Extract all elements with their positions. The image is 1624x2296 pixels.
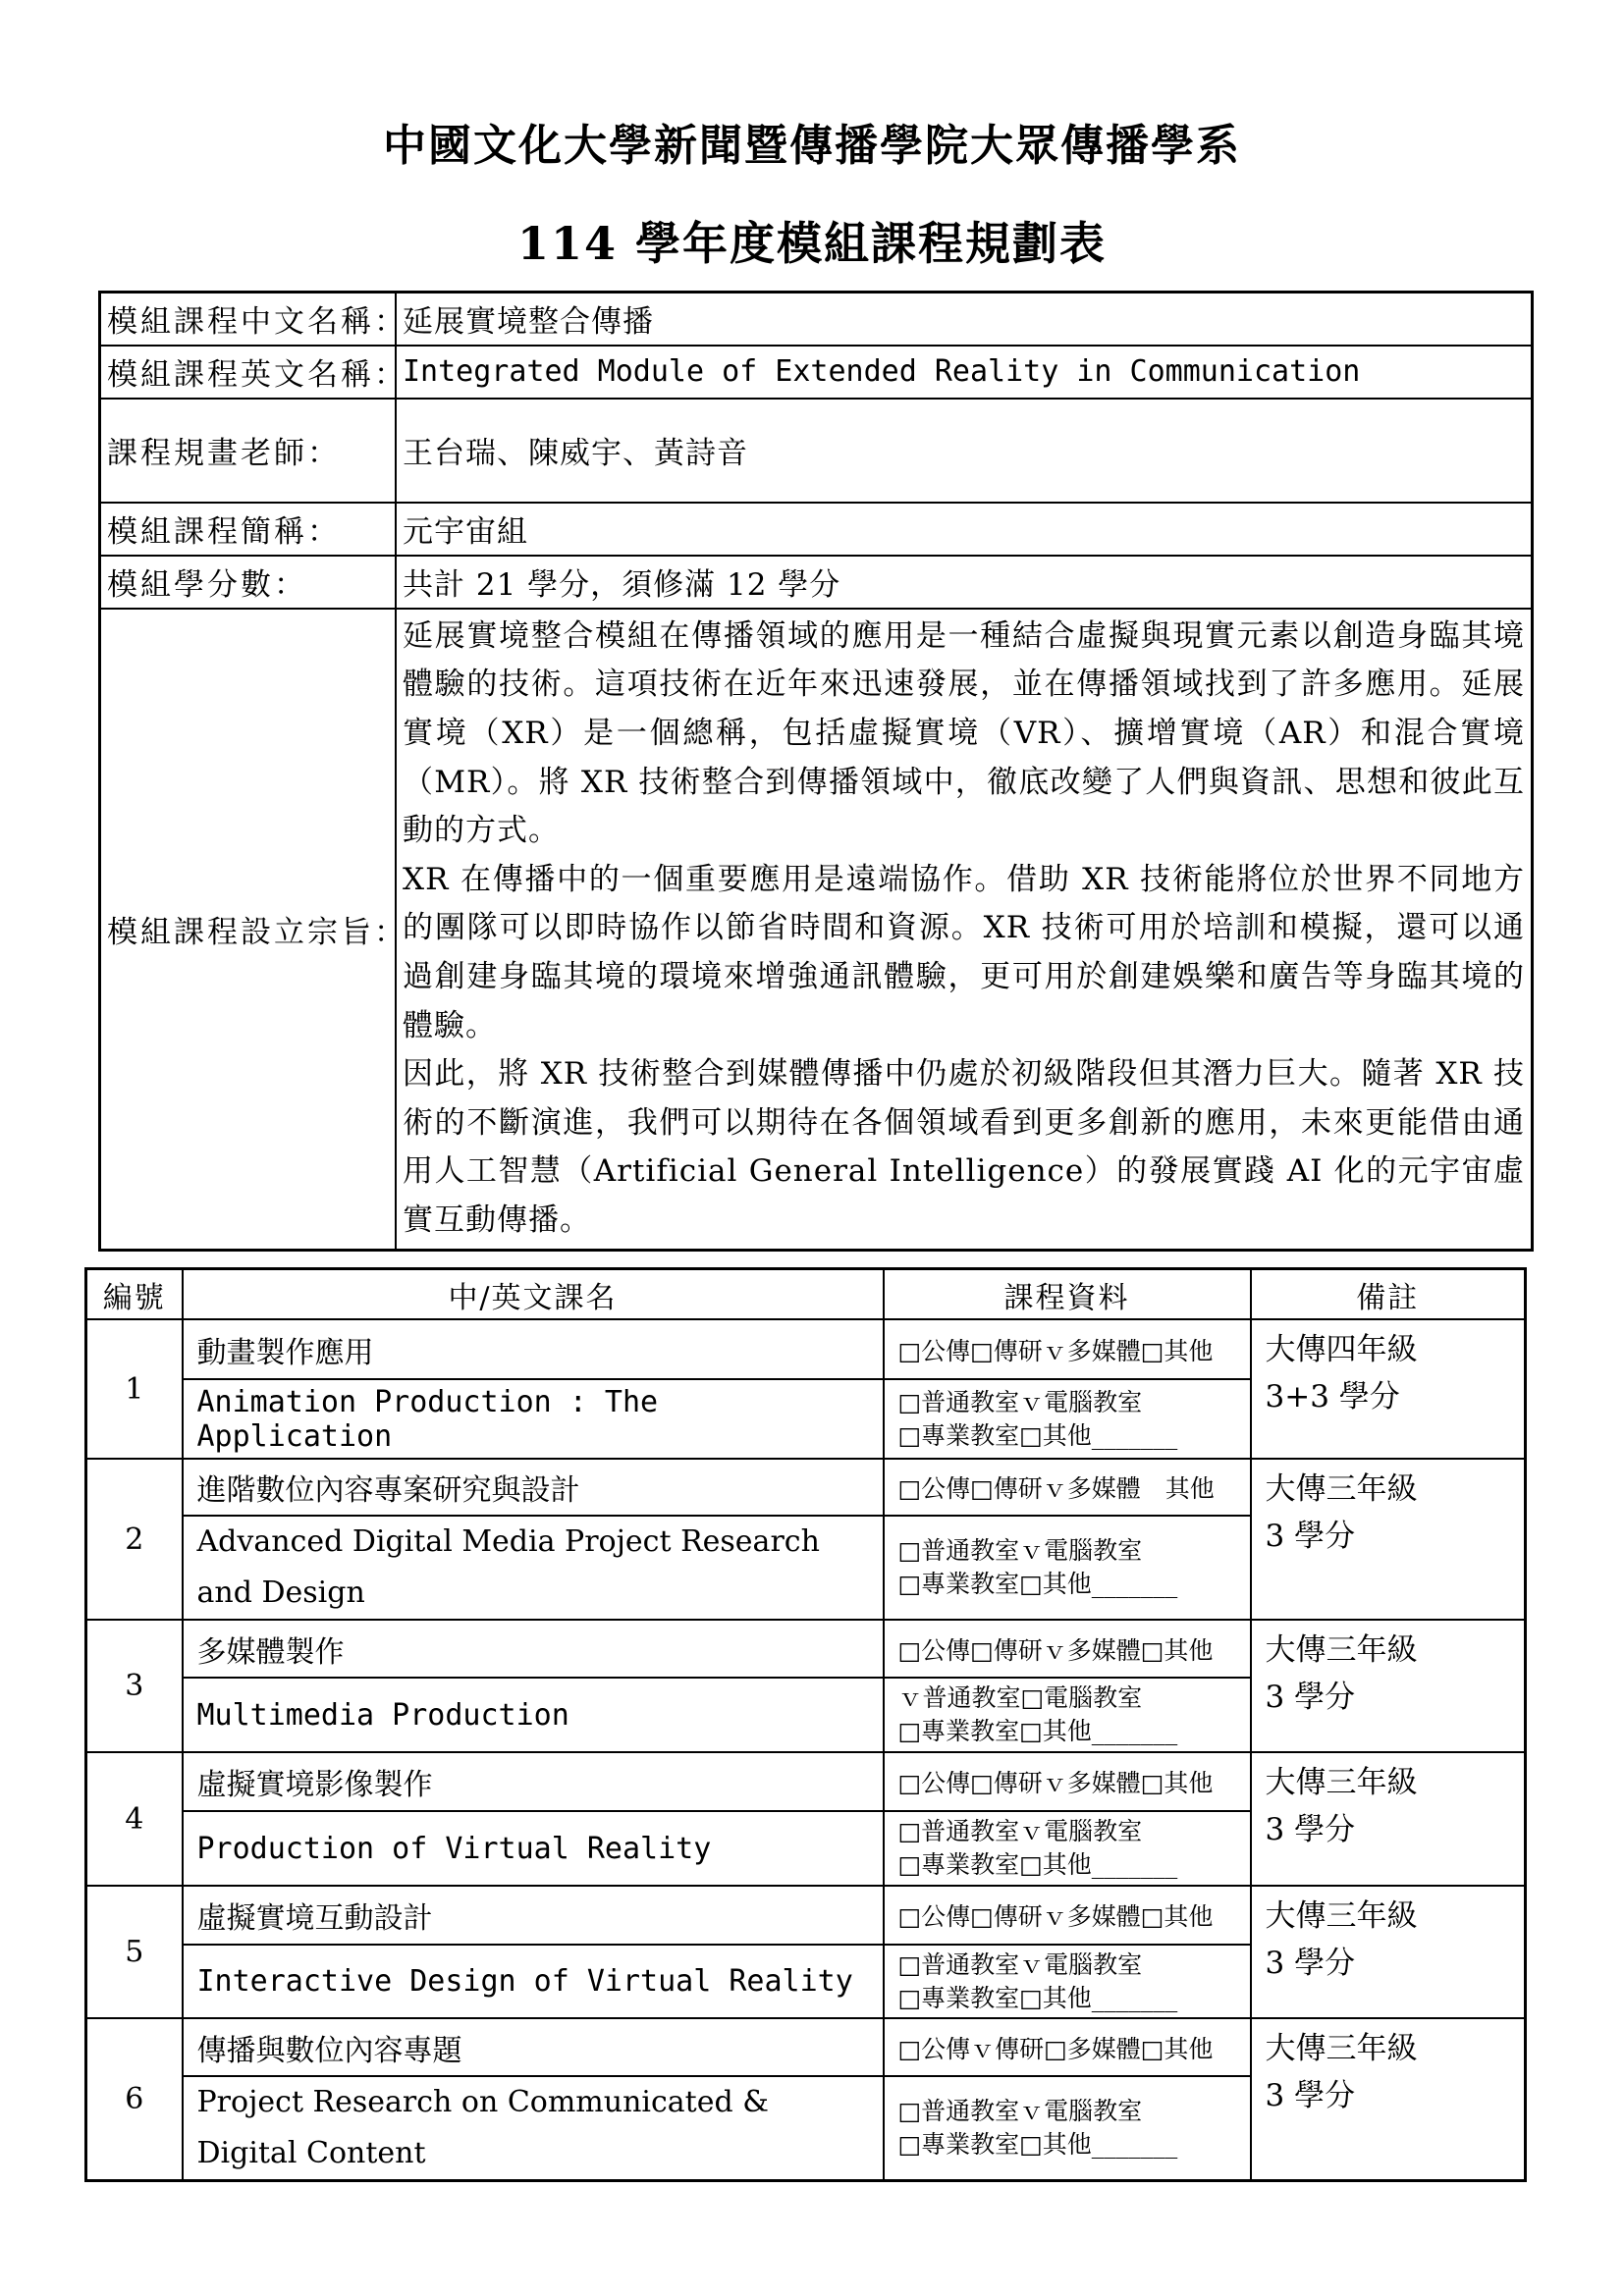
course-type: □公傳□傳研ｖ多媒體 其他 xyxy=(884,1459,1251,1516)
course-type: □公傳□傳研ｖ多媒體□其他 xyxy=(884,1752,1251,1811)
course-note xyxy=(1251,1459,1526,1620)
course-room-line-2: □專業教室□其他_______ xyxy=(897,1717,1178,1745)
module-info-table xyxy=(98,291,1534,1252)
table-row xyxy=(86,1886,1526,1945)
purpose-paragraph-1: 延展實境整合模組在傳播領域的應用是一種結合虛擬與現實元素以創造身臨其境體驗的技術。這項技術在近年來迅速發展，並在傳播領域找到了許多應用。延展實境（XR）是一個總稱，包括虛擬實境（VR）、擴增實境（AR）和混合實境（MR）。將 XR 技術整合到傳播領域中，徹底改變了人們與資訊、思想和彼此互動的方式。 xyxy=(403,617,1525,849)
table-row xyxy=(86,1620,1526,1678)
course-note-grade: 大傳三年級 xyxy=(1265,1632,1418,1668)
info-row-short-name xyxy=(100,503,1533,556)
course-room-line-1: □普通教室ｖ電腦教室 xyxy=(897,1949,1143,1979)
short-name-label: 模組課程簡稱： xyxy=(100,503,397,556)
table-row xyxy=(86,1752,1526,1811)
course-type: □公傳□傳研ｖ多媒體□其他 xyxy=(884,1319,1251,1379)
course-room-line-2: □專業教室□其他_______ xyxy=(897,2130,1178,2159)
course-room xyxy=(884,1516,1251,1620)
course-room-line-1: ｖ普通教室□電腦教室 xyxy=(897,1683,1143,1712)
course-name-cn: 傳播與數位內容專題 xyxy=(183,2018,884,2076)
course-table-header xyxy=(86,1269,1526,1320)
course-note-grade: 大傳三年級 xyxy=(1265,2031,1418,2066)
course-type: □公傳□傳研ｖ多媒體□其他 xyxy=(884,1620,1251,1678)
course-note-grade: 大傳四年級 xyxy=(1265,1332,1418,1367)
course-note xyxy=(1251,2018,1526,2181)
purpose-paragraph-2: XR 在傳播中的一個重要應用是遠端協作。借助 XR 技術能將位於世界不同地方的團隊可以即時協作以節省時間和資源。XR 技術可用於培訓和模擬，還可以通過創建身臨其境的環境來增強通訊體驗，更可用於創建娛樂和廣告等身臨其境的體驗。 xyxy=(403,861,1525,1043)
course-room xyxy=(884,2076,1251,2181)
course-note-credits: 3 學分 xyxy=(1265,1519,1356,1554)
course-room xyxy=(884,1678,1251,1752)
course-name-en: Interactive Design of Virtual Reality xyxy=(183,1945,884,2018)
header-note: 備註 xyxy=(1251,1269,1526,1320)
credits-label: 模組學分數： xyxy=(100,556,397,609)
header-number: 編號 xyxy=(86,1269,183,1320)
course-room-line-2: □專業教室□其他_______ xyxy=(897,1570,1178,1598)
cn-name-label: 模組課程中文名稱： xyxy=(100,293,397,346)
course-number: 4 xyxy=(86,1752,183,1886)
course-name-en: Advanced Digital Media Project Research and Design xyxy=(183,1516,884,1620)
teacher-value: 王台瑞、陳威宇、黃詩音 xyxy=(396,399,1533,503)
course-name-cn: 虛擬實境互動設計 xyxy=(183,1886,884,1945)
course-room-line-1: □普通教室ｖ電腦教室 xyxy=(897,1817,1143,1845)
course-note-grade: 大傳三年級 xyxy=(1265,1471,1418,1507)
course-room xyxy=(884,1811,1251,1886)
info-row-cn-name xyxy=(100,293,1533,346)
course-room-line-2: □專業教室□其他_______ xyxy=(897,1420,1178,1450)
info-row-en-name xyxy=(100,346,1533,399)
header-course-info: 課程資料 xyxy=(884,1269,1251,1320)
course-room-line-1: □普通教室ｖ電腦教室 xyxy=(897,2097,1143,2125)
info-row-teachers xyxy=(100,399,1533,503)
info-row-purpose xyxy=(100,609,1533,1251)
course-note-credits: 3 學分 xyxy=(1265,1946,1356,1981)
table-row xyxy=(86,1459,1526,1516)
course-type: □公傳□傳研ｖ多媒體□其他 xyxy=(884,1886,1251,1945)
course-number: 2 xyxy=(86,1459,183,1620)
course-note-credits: 3 學分 xyxy=(1265,1812,1356,1847)
course-table xyxy=(84,1267,1527,2182)
course-note-credits: 3+3 學分 xyxy=(1265,1379,1400,1415)
course-name-cn: 進階數位內容專案研究與設計 xyxy=(183,1459,884,1516)
course-name-cn: 虛擬實境影像製作 xyxy=(183,1752,884,1811)
course-room xyxy=(884,1945,1251,2018)
course-number: 5 xyxy=(86,1886,183,2018)
teacher-label: 課程規畫老師： xyxy=(100,399,397,503)
info-row-credits xyxy=(100,556,1533,609)
table-row xyxy=(86,2018,1526,2076)
header-course-name: 中/英文課名 xyxy=(183,1269,884,1320)
course-room-line-2: □專業教室□其他_______ xyxy=(897,1983,1178,2012)
course-name-en: Production of Virtual Reality xyxy=(183,1811,884,1886)
course-note xyxy=(1251,1620,1526,1752)
course-note xyxy=(1251,1752,1526,1886)
course-number: 1 xyxy=(86,1319,183,1459)
purpose-label: 模組課程設立宗旨： xyxy=(100,609,397,1251)
course-type: □公傳ｖ傳研□多媒體□其他 xyxy=(884,2018,1251,2076)
course-room xyxy=(884,1379,1251,1459)
cn-name-value: 延展實境整合傳播 xyxy=(396,293,1533,346)
course-name-cn: 動畫製作應用 xyxy=(183,1319,884,1379)
course-name-en: Animation Production : The Application xyxy=(183,1379,884,1459)
course-name-en: Multimedia Production xyxy=(183,1678,884,1752)
course-room-line-2: □專業教室□其他_______ xyxy=(897,1850,1178,1879)
page-subtitle: 114 學年度模組課程規劃表 xyxy=(516,217,1108,270)
en-name-label: 模組課程英文名稱： xyxy=(100,346,397,399)
credits-value: 共計 21 學分，須修滿 12 學分 xyxy=(396,556,1533,609)
page-title: 中國文化大學新聞暨傳播學院大眾傳播學系 xyxy=(383,121,1241,171)
course-note xyxy=(1251,1886,1526,2018)
course-room-line-1: □普通教室ｖ電腦教室 xyxy=(897,1387,1143,1416)
course-note-grade: 大傳三年級 xyxy=(1265,1898,1418,1934)
course-name-cn: 多媒體製作 xyxy=(183,1620,884,1678)
course-name-en: Project Research on Communicated & Digital Content xyxy=(183,2076,884,2181)
course-note xyxy=(1251,1319,1526,1459)
course-note-credits: 3 學分 xyxy=(1265,2078,1356,2113)
course-room-line-1: □普通教室ｖ電腦教室 xyxy=(897,1536,1143,1565)
course-note-credits: 3 學分 xyxy=(1265,1680,1356,1715)
course-number: 3 xyxy=(86,1620,183,1752)
course-note-grade: 大傳三年級 xyxy=(1265,1765,1418,1800)
purpose-text xyxy=(396,609,1533,1251)
short-name-value: 元宇宙組 xyxy=(396,503,1533,556)
en-name-value: Integrated Module of Extended Reality in Communication xyxy=(396,346,1533,399)
course-number: 6 xyxy=(86,2018,183,2181)
table-row xyxy=(86,1319,1526,1379)
purpose-paragraph-3: 因此，將 XR 技術整合到媒體傳播中仍處於初級階段但其潛力巨大。隨著 XR 技術的不斷演進，我們可以期待在各個領域看到更多創新的應用，未來更能借由通用人工智慧（Artificial General Intelligence）的發展實踐 AI 化的元宇宙虛實互動傳播。 xyxy=(403,1056,1525,1239)
